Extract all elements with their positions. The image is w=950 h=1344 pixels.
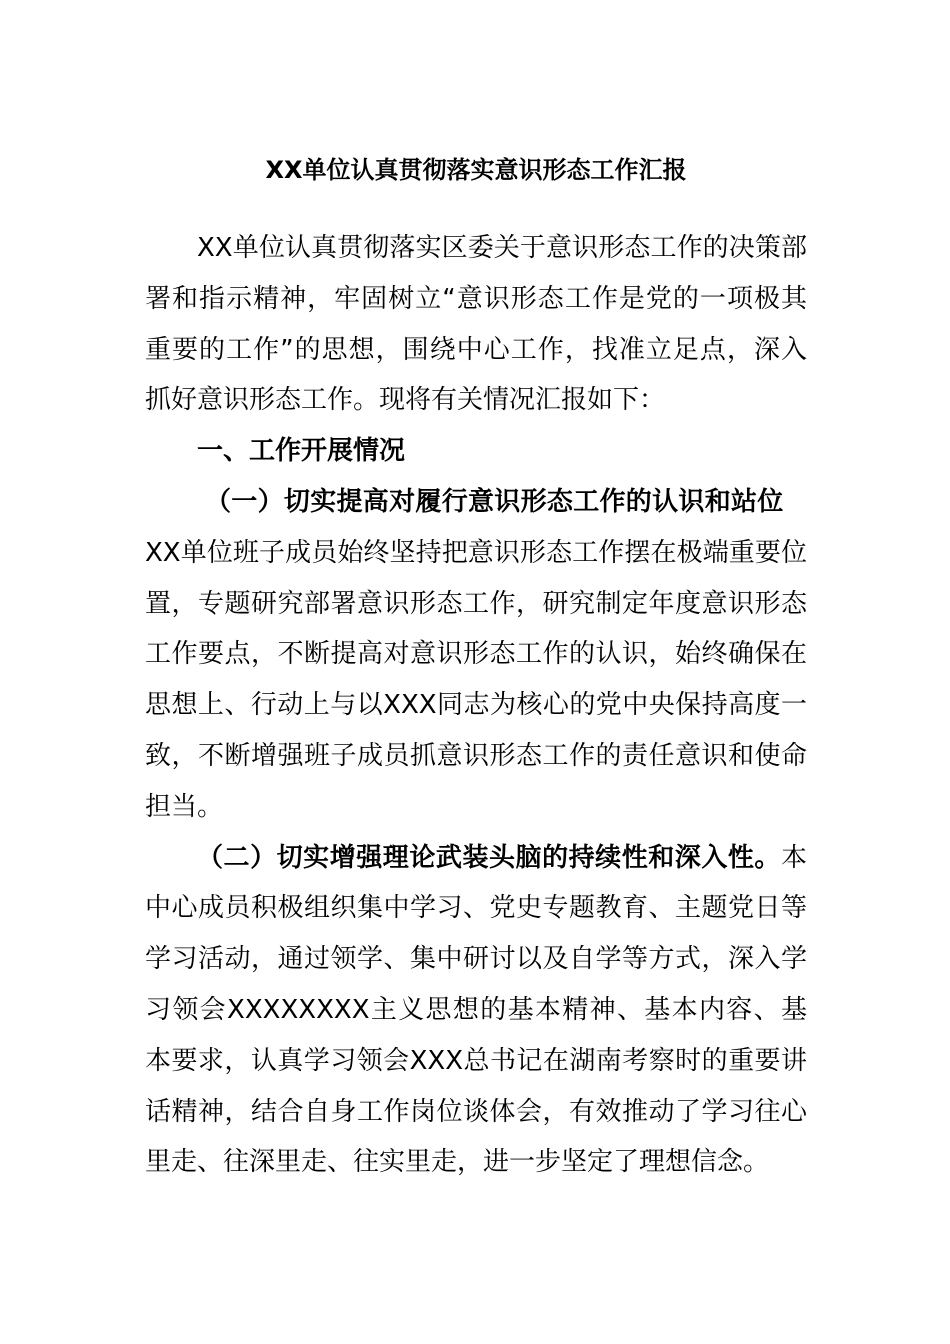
subsection-heading-1: （一）切实提高对履行意识形态工作的认识和站位	[205, 486, 784, 517]
intro-paragraph: XX单位认真贯彻落实区委关于意识形态工作的决策部署和指示精神，牢固树立“意识形态工作是党的一项极其重要的工作”的思想，围绕中心工作，找准立足点，深入抓好意识形态工作。现将有关情况汇报如下：	[145, 233, 807, 416]
section-heading-1: 一、工作开展情况	[197, 436, 406, 467]
subsection-paragraph-2	[145, 833, 807, 1189]
document-body	[145, 223, 807, 1188]
document-title: XX单位认真贯彻落实意识形态工作汇报	[265, 156, 687, 184]
subsection-body-2: 本中心成员积极组织集中学习、党史专题教育、主题党日等学习活动，通过领学、集中研讨以及自学等方式，深入学习领会XXXXXXXX主义思想的基本精神、基本内容、基本要求，认真学习领会XXX总书记在湖南考察时的重要讲话精神，结合自身工作岗位谈体会，有效推动了学习往心里走、往深里走、往实里走，进一步坚定了理想信念。	[145, 842, 807, 1178]
subsection-body-1: XX单位班子成员始终坚持把意识形态工作摆在极端重要位置，专题研究部署意识形态工作，研究制定年度意识形态工作要点，不断提高对意识形态工作的认识，始终确保在思想上、行动上与以XXX同志为核心的党中央保持高度一致，不断增强班子成员抓意识形态工作的责任意识和使命担当。	[145, 537, 807, 822]
subsection-heading-2: （二）切实增强理论武装头脑的持续性和深入性。	[197, 842, 781, 873]
